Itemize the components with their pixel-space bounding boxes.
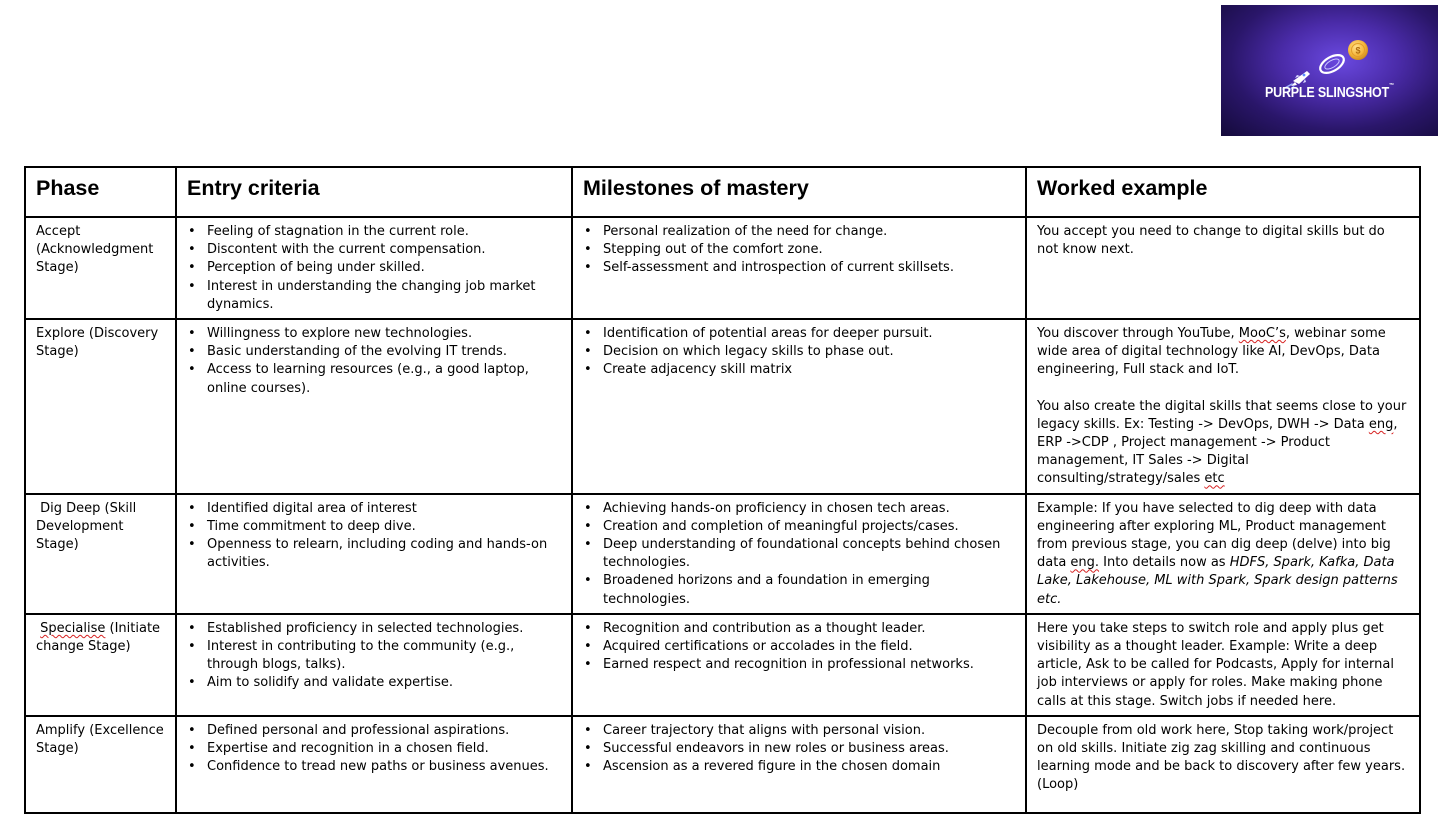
entry-criteria-list bbox=[187, 223, 561, 314]
list-item: • Deep understanding of foundational concepts behind chosen technologies. bbox=[583, 536, 1015, 572]
phase-label: Accept (Acknowledgment Stage) bbox=[36, 224, 154, 276]
milestones-cell bbox=[572, 319, 1026, 494]
logo-art bbox=[1221, 5, 1438, 136]
logo-wordmark bbox=[1236, 85, 1423, 101]
milestones-cell bbox=[572, 614, 1026, 716]
milestones-list bbox=[583, 722, 1015, 777]
example-text: You discover through YouTube, bbox=[1037, 326, 1239, 342]
list-item: • Perception of being under skilled. bbox=[187, 259, 561, 277]
list-item: • Willingness to explore new technologies. bbox=[187, 325, 561, 343]
spellcheck-word: eng bbox=[1368, 416, 1394, 432]
example-text: , ERP ->CDP , Project management -> Product management, IT Sales -> Digital consulting/strategy/sales bbox=[1037, 416, 1398, 487]
list-item: • Confidence to tread new paths or business avenues. bbox=[187, 758, 561, 776]
spellcheck-word: eng. bbox=[1070, 555, 1100, 571]
entry-criteria-cell bbox=[176, 319, 572, 494]
list-item: • Interest in understanding the changing job market dynamics. bbox=[187, 278, 561, 314]
example-text: You accept you need to change to digital skills but do not know next. bbox=[1037, 224, 1385, 258]
entry-criteria-list bbox=[187, 620, 561, 693]
entry-criteria-list bbox=[187, 500, 561, 573]
example-text: Decouple from old work here, Stop taking work/project on old skills. Initiate zig zag skilling and continuous learning mode and be back to discovery after few years. (Loop) bbox=[1037, 722, 1406, 793]
list-item: • Ascension as a revered figure in the chosen domain bbox=[583, 758, 1015, 776]
example-text: Here you take steps to switch role and apply plus get visibility as a thought leader. Example: Write a deep article, Ask to be called for Podcasts, Apply for internal job interviews or apply for roles. Make making phone calls at this stage. Switch jobs if needed here. bbox=[1037, 620, 1394, 709]
list-item: • Discontent with the current compensation. bbox=[187, 241, 561, 259]
list-item: • Broadened horizons and a foundation in emerging technologies. bbox=[583, 572, 1015, 608]
list-item: • Identification of potential areas for deeper pursuit. bbox=[583, 325, 1015, 343]
phase-label: Dig Deep (Skill Development Stage) bbox=[36, 500, 141, 553]
example-text: , webinar some wide area of digital technology like AI, DevOps, Data engineering, Full stack and IoT. bbox=[1037, 326, 1386, 378]
list-item: • Basic understanding of the evolving IT trends. bbox=[187, 343, 561, 361]
worked-example-cell bbox=[1026, 494, 1420, 614]
header-entry-criteria: Entry criteria bbox=[176, 167, 572, 217]
list-item: • Established proficiency in selected technologies. bbox=[187, 620, 561, 638]
example-text: Example: If you have selected to dig deep with data engineering after exploring ML, Product management from previous stage, you can dig deep (delve) into big data bbox=[1037, 500, 1391, 571]
worked-example-cell bbox=[1026, 716, 1420, 813]
list-item: • Recognition and contribution as a thought leader. bbox=[583, 620, 1015, 638]
milestones-list bbox=[583, 223, 1015, 278]
example-text: You also create the digital skills that seems close to your legacy skills. Ex: Testing -> DevOps, DWH -> Data bbox=[1037, 398, 1407, 432]
milestones-cell bbox=[572, 494, 1026, 614]
worked-example-cell bbox=[1026, 319, 1420, 494]
phase-cell bbox=[25, 716, 176, 813]
entry-criteria-list bbox=[187, 722, 561, 777]
list-item: • Feeling of stagnation in the current role. bbox=[187, 223, 561, 241]
header-worked-example: Worked example bbox=[1026, 167, 1420, 217]
example-paragraph bbox=[1037, 500, 1409, 609]
list-item: • Aim to solidify and validate expertise. bbox=[187, 674, 561, 692]
phase-label: Amplify (Excellence Stage) bbox=[36, 722, 164, 757]
coin-icon bbox=[1348, 40, 1368, 60]
entry-criteria-cell bbox=[176, 614, 572, 716]
list-item: • Decision on which legacy skills to phase out. bbox=[583, 343, 1015, 361]
example-paragraph bbox=[1037, 325, 1409, 380]
list-item: • Self-assessment and introspection of current skillsets. bbox=[583, 259, 1015, 277]
list-item: • Stepping out of the comfort zone. bbox=[583, 241, 1015, 259]
spellcheck-word: etc bbox=[1204, 471, 1225, 487]
list-item: • Earned respect and recognition in professional networks. bbox=[583, 656, 1015, 674]
list-item: • Time commitment to deep dive. bbox=[187, 518, 561, 536]
list-item: • Openness to relearn, including coding and hands-on activities. bbox=[187, 536, 561, 572]
spellcheck-word: MooC’s bbox=[1238, 326, 1286, 342]
list-item: • Personal realization of the need for change. bbox=[583, 223, 1015, 241]
purple-slingshot-logo bbox=[1221, 5, 1438, 136]
phase-cell bbox=[25, 217, 176, 319]
ring-icon bbox=[1317, 51, 1347, 76]
phase-label: (Initiate change Stage) bbox=[36, 620, 161, 655]
milestones-list bbox=[583, 500, 1015, 609]
svg-text:$: $ bbox=[1355, 45, 1361, 56]
phase-cell bbox=[25, 614, 176, 716]
example-paragraph bbox=[1037, 398, 1409, 489]
list-item: • Create adjacency skill matrix bbox=[583, 361, 1015, 379]
table-header-row bbox=[25, 167, 1420, 217]
entry-criteria-cell bbox=[176, 217, 572, 319]
phase-label: Explore (Discovery Stage) bbox=[36, 326, 159, 360]
list-item: • Expertise and recognition in a chosen field. bbox=[187, 740, 561, 758]
entry-criteria-cell bbox=[176, 494, 572, 614]
list-item: • Identified digital area of interest bbox=[187, 500, 561, 518]
phase-cell bbox=[25, 319, 176, 494]
header-milestones: Milestones of mastery bbox=[572, 167, 1026, 217]
table-row bbox=[25, 716, 1420, 813]
logo-brand: PURPLE SLINGSHOT bbox=[1264, 85, 1390, 101]
phase-cell bbox=[25, 494, 176, 614]
trademark-symbol: ™ bbox=[1389, 83, 1395, 89]
table-row bbox=[25, 494, 1420, 614]
example-italic-text: HDFS, Spark, Kafka, Data Lake, Lakehouse, ML with Spark, Spark design patterns etc. bbox=[1037, 555, 1398, 607]
entry-criteria-list bbox=[187, 325, 561, 398]
phases-table bbox=[24, 166, 1421, 814]
table-row bbox=[25, 217, 1420, 319]
table-row bbox=[25, 319, 1420, 494]
table-row bbox=[25, 614, 1420, 716]
spellcheck-word: Specialise bbox=[40, 620, 106, 636]
milestones-cell bbox=[572, 217, 1026, 319]
worked-example-cell bbox=[1026, 614, 1420, 716]
list-item: • Creation and completion of meaningful projects/cases. bbox=[583, 518, 1015, 536]
header-phase: Phase bbox=[25, 167, 176, 217]
example-text: Into details now as bbox=[1099, 555, 1230, 571]
list-item: • Successful endeavors in new roles or business areas. bbox=[583, 740, 1015, 758]
list-item: • Acquired certifications or accolades in the field. bbox=[583, 638, 1015, 656]
list-item: • Defined personal and professional aspirations. bbox=[187, 722, 561, 740]
worked-example-cell bbox=[1026, 217, 1420, 319]
list-item: • Access to learning resources (e.g., a good laptop, online courses). bbox=[187, 361, 561, 397]
milestones-cell bbox=[572, 716, 1026, 813]
list-item: • Achieving hands-on proficiency in chosen tech areas. bbox=[583, 500, 1015, 518]
milestones-list bbox=[583, 620, 1015, 675]
list-item: • Interest in contributing to the community (e.g., through blogs, talks). bbox=[187, 638, 561, 674]
list-item: • Career trajectory that aligns with personal vision. bbox=[583, 722, 1015, 740]
milestones-list bbox=[583, 325, 1015, 380]
entry-criteria-cell bbox=[176, 716, 572, 813]
